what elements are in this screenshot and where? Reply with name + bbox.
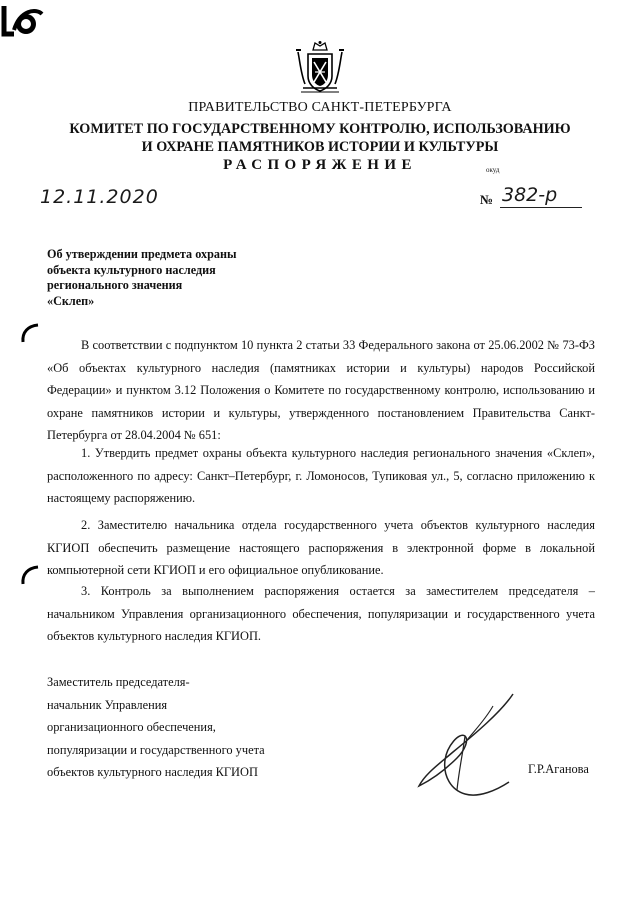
body-paragraph-item-2 [47,514,595,582]
paragraph-text: 2. Заместителю начальника отдела государственного учета объектов культурного наследия КГИОП обеспечить размещение настоящего распоряжения в электронной форме в локальной компьютерной сети КГИОП и его официальное опубликование. [47,518,595,577]
committee-heading-line2: И ОХРАНЕ ПАМЯТНИКОВ ИСТОРИИ И КУЛЬТУРЫ [141,139,499,155]
signatory-title-line: объектов культурного наследия КГИОП [47,765,258,779]
paragraph-text: 3. Контроль за выполнением распоряжения остается за заместителем председателя – начальником Управления организационного обеспечения, популяризации и государственного учета объектов культурного наследия КГИОП. [47,584,595,643]
subject-line: регионального значения [47,278,183,292]
subject-line: Об утверждении предмета охраны [47,247,237,261]
margin-bracket-mark [20,564,40,591]
corner-scan-mark [0,0,44,40]
signatory-title-line: Заместитель председателя- [47,675,190,689]
body-paragraph-item-1 [47,442,595,510]
number-underline [500,207,582,208]
signatory-title-block [47,671,265,784]
subject-block [47,247,237,309]
subject-line: «Склеп» [47,293,95,308]
subject-line: объекта культурного наследия [47,262,216,277]
body-paragraph-preamble [47,334,595,447]
signatory-title-line: популяризации и государственного учета [47,742,265,757]
handwritten-signature [405,690,535,800]
signatory-title-line: организационного обеспечения, [47,720,216,734]
margin-bracket-mark [20,322,40,349]
body-paragraph-item-3 [47,580,595,648]
paragraph-text: В соответствии с подпунктом 10 пункта 2 статьи 33 Федерального закона от 25.06.2002 № 73-ФЗ «Об объектах культурного наследия (памятниках истории и культуры) народов Российской Федерации» и пунктом 3.12 Положения о Комитете по государственному контролю, использованию и охране памятников истории и культуры, утвержденного постановлением Правительства Санкт-Петербурга от 28.04.2004 № 651: [47,338,595,442]
okud-label: окуд [486,166,500,174]
paragraph-text: 1. Утвердить предмет охраны объекта культурного наследия регионального значения «Склеп», расположенного по адресу: Санкт–Петербург, г. Ломоносов, Тупиковая ул., 5, согласно приложению к настоящему распоряжению. [47,446,595,505]
government-heading: ПРАВИТЕЛЬСТВО САНКТ-ПЕТЕРБУРГА [188,100,452,115]
signatory-title-line: начальник Управления [47,697,168,712]
handwritten-date: 12.11.2020 [40,186,159,208]
coat-of-arms-emblem [295,40,345,94]
document-type-title: РАСПОРЯЖЕНИЕ [223,157,417,173]
number-label: № [480,192,494,207]
signatory-name: Г.Р.Аганова [528,762,589,776]
committee-heading-line1: КОМИТЕТ ПО ГОСУДАРСТВЕННОМУ КОНТРОЛЮ, ИСПОЛЬЗОВАНИЮ [69,121,571,137]
handwritten-number: 382-р [502,184,558,206]
